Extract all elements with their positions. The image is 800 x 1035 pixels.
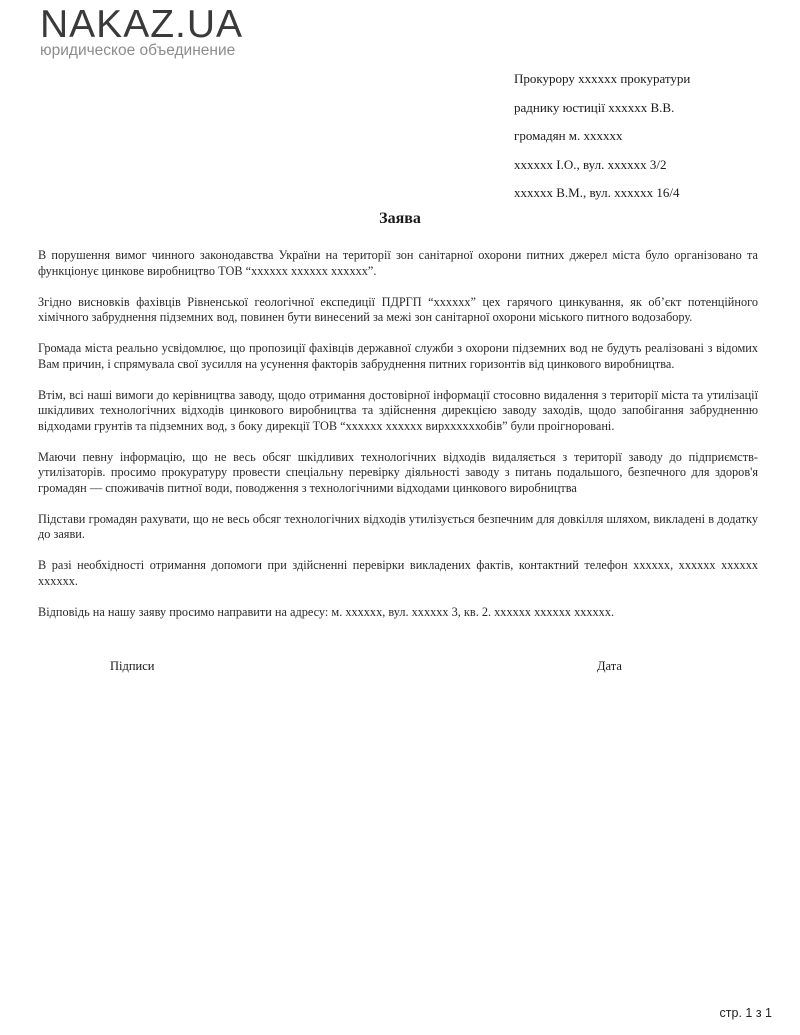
addressee-block — [514, 70, 690, 213]
body-paragraph: Відповідь на нашу заяву просимо направити на адресу: м. хххххх, вул. хххххх 3, кв. 2. хххххх хххххх хххххх. — [38, 604, 615, 619]
body-paragraph: Втім, всі наші вимоги до керівництва заводу, щодо отримання достовірної інформації стосовно видалення з території міста та утилізації шкідливих технологічних відходів цинкового виробництва та здійснення дирекцією заводу заходів, щодо запобігання забрудненню відходами грунтів та підземних вод, з боку дирекції ТОВ “хххххх хххххх вирххххххобів” були проігноровані. — [38, 387, 758, 433]
logo-subtitle: юридическое объединение — [40, 42, 236, 59]
document-title: Заява — [379, 210, 421, 227]
addressee-line: хххххх І.О., вул. хххххх 3/2 — [514, 156, 667, 172]
logo-title: NAKAZ.UA — [40, 3, 244, 46]
site-logo — [40, 4, 243, 59]
body-paragraph: Маючи певну інформацію, що не весь обсяг шкідливих технологічних відходів видаляється з території заводу до підприємств-утилізаторів. просимо прокуратуру провести спеціальну перевірку діяльності заводу з питань подальшого, безпечного для здоров'я громадян — споживачів питної води, поводження з технологічними відходами цинкового виробництва — [38, 449, 758, 495]
body-paragraph: В порушення вимог чинного законодавства України на території зон санітарної охорони питних джерел міста було організовано та функціонує цинкове виробництво ТОВ “хххххх хххххх хххххх”. — [38, 248, 758, 278]
body-paragraph: Громада міста реально усвідомлює, що пропозиції фахівців державної служби з охорони підземних вод не будуть реалізовані з відомих Вам причин, і спрямувала свої зусилля на усунення факторів забруднення питних горизонтів від цинкового виробництва. — [38, 341, 758, 371]
page-number: стр. 1 з 1 — [719, 1006, 772, 1020]
document-body — [38, 248, 758, 636]
addressee-line: раднику юстиції хххххх В.В. — [514, 99, 675, 115]
body-paragraph: В разі необхідності отримання допомоги при здійсненні перевірки викладених фактів, контактний телефон хххххх, хххххх хххххх хххххх. — [38, 558, 758, 588]
date-label: Дата — [597, 659, 622, 673]
addressee-line: громадян м. хххххх — [514, 128, 623, 143]
signatures-label: Підписи — [110, 659, 155, 673]
body-paragraph: Згідно висновків фахівців Рівненської геологічної експедиції ПДРГП “хххххх” цех гарячого цинкування, як об’єкт потенційного хімічного забруднення підземних вод, повинен бути винесений за межі зон санітарної охорони міського питного водозабору. — [38, 294, 758, 324]
addressee-line: Прокурору хххххх прокуратури — [514, 71, 691, 86]
addressee-line: хххххх В.М., вул. хххххх 16/4 — [514, 185, 680, 200]
body-paragraph: Підстави громадян рахувати, що не весь обсяг технологічних відходів утилізується безпечним для довкілля шляхом, викладені в додатку до заяви. — [38, 511, 758, 541]
